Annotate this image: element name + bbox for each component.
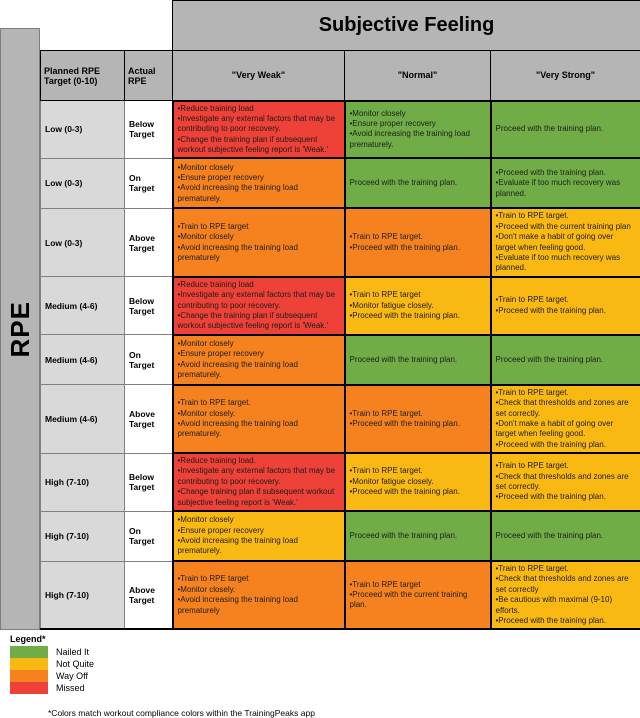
guidance-line: •Evaluate if too much recovery was planned. — [496, 178, 636, 199]
guidance-line: •Investigate any external factors that may be contributing to poor recovery. — [178, 290, 340, 311]
corner-spacer — [41, 1, 173, 51]
guidance-cell — [491, 101, 640, 159]
header-row — [41, 51, 640, 101]
legend-swatch — [10, 658, 48, 670]
guidance-cell — [491, 385, 640, 453]
guidance-line: •Proceed with the current training plan — [496, 222, 636, 232]
guidance-line: •Train to RPE target — [178, 574, 340, 584]
guidance-line: •Train to RPE target. — [178, 398, 340, 408]
guidance-line: •Avoid increasing the training load prematurely. — [178, 183, 340, 204]
guidance-cell — [491, 158, 640, 208]
guidance-line: •Monitor closely — [178, 339, 340, 349]
guidance-line: •Train to RPE target. — [496, 388, 636, 398]
rpe-axis-bar — [0, 28, 40, 630]
table-row — [41, 385, 640, 453]
legend-item — [10, 670, 640, 682]
actual-rpe-cell: Above Target — [125, 385, 173, 453]
guidance-line: •Train to RPE target — [178, 222, 340, 232]
guidance-line: •Proceed with the training plan. — [496, 306, 636, 316]
legend — [10, 634, 640, 694]
actual-rpe-cell: Below Target — [125, 277, 173, 335]
planned-rpe-cell: Low (0-3) — [41, 158, 125, 208]
table-title: Subjective Feeling — [173, 1, 640, 51]
guidance-line: •Proceed with the training plan. — [350, 419, 486, 429]
legend-title: Legend* — [10, 634, 640, 644]
table-row — [41, 277, 640, 335]
guidance-line: •Reduce training load. — [178, 456, 340, 466]
guidance-line: Proceed with the training plan. — [496, 531, 636, 541]
guidance-cell — [173, 208, 345, 276]
legend-item — [10, 682, 640, 694]
actual-rpe-cell: On Target — [125, 511, 173, 561]
guidance-cell — [173, 335, 345, 385]
planned-rpe-cell: High (7-10) — [41, 511, 125, 561]
legend-item-label: Way Off — [48, 671, 88, 681]
guidance-line: •Change the training plan if subsequent workout subjective feeling report is 'Weak.' — [178, 311, 340, 332]
title-row — [41, 1, 640, 51]
guidance-line: •Be cautious with maximal (9-10) efforts. — [496, 595, 636, 616]
guidance-line: •Avoid increasing the training load prematurely. — [350, 129, 486, 150]
table-body — [41, 101, 640, 630]
guidance-line: •Don't make a habit of going over target when feeling good. — [496, 232, 636, 253]
col-header-very-strong: "Very Strong" — [491, 51, 640, 101]
guidance-line: •Change the training plan if subsequent workout subjective feeling report is 'Weak.' — [178, 135, 340, 156]
guidance-line: •Evaluate if too much recovery was planned. — [496, 253, 636, 274]
guidance-line: •Reduce training load — [178, 104, 340, 114]
guidance-line: •Avoid increasing the training load prematurely. — [178, 360, 340, 381]
legend-item-label: Missed — [48, 683, 85, 693]
legend-item-label: Nailed It — [48, 647, 89, 657]
guidance-cell — [491, 511, 640, 561]
legend-item — [10, 658, 640, 670]
guidance-cell — [345, 101, 491, 159]
guidance-line: •Don't make a habit of going over target when feeling good. — [496, 419, 636, 440]
guidance-line: •Ensure proper recovery — [350, 119, 486, 129]
guidance-line: Proceed with the training plan. — [350, 355, 486, 365]
guidance-cell — [491, 335, 640, 385]
col-header-very-weak: "Very Weak" — [173, 51, 345, 101]
guidance-line: •Train to RPE target. — [496, 211, 636, 221]
legend-item-label: Not Quite — [48, 659, 94, 669]
guidance-line: Proceed with the training plan. — [496, 124, 636, 134]
planned-rpe-cell: Medium (4-6) — [41, 385, 125, 453]
guidance-cell — [491, 277, 640, 335]
guidance-line: •Change training plan if subsequent workout subjective feeling report is 'Weak.' — [178, 487, 340, 508]
guidance-line: •Monitor fatigue closely. — [350, 477, 486, 487]
guidance-line: •Train to RPE target. — [496, 461, 636, 471]
guidance-line: •Proceed with the training plan. — [350, 311, 486, 321]
actual-rpe-cell: Above Target — [125, 208, 173, 276]
guidance-line: •Train to RPE target. — [350, 409, 486, 419]
actual-rpe-cell: Below Target — [125, 453, 173, 511]
col-header-normal: "Normal" — [345, 51, 491, 101]
guidance-cell — [491, 561, 640, 629]
actual-rpe-cell: Below Target — [125, 101, 173, 159]
guidance-cell — [345, 511, 491, 561]
guidance-line: •Investigate any external factors that may be contributing to poor recovery. — [178, 466, 340, 487]
guidance-cell — [345, 335, 491, 385]
col-header-actual-rpe: Actual RPE — [125, 51, 173, 101]
guidance-line: •Proceed with the training plan. — [496, 616, 636, 626]
guidance-line: •Check that thresholds and zones are set correctly — [496, 574, 636, 595]
table-row — [41, 335, 640, 385]
actual-rpe-cell: On Target — [125, 335, 173, 385]
planned-rpe-cell: Low (0-3) — [41, 101, 125, 159]
planned-rpe-cell: Low (0-3) — [41, 208, 125, 276]
table-row — [41, 158, 640, 208]
guidance-cell — [173, 101, 345, 159]
guidance-cell — [491, 453, 640, 511]
table-head-rows — [41, 1, 640, 101]
guidance-cell — [345, 158, 491, 208]
guidance-line: •Ensure proper recovery — [178, 526, 340, 536]
guidance-cell — [345, 385, 491, 453]
guidance-line: •Monitor closely — [178, 163, 340, 173]
planned-rpe-cell: Medium (4-6) — [41, 277, 125, 335]
table-row — [41, 453, 640, 511]
guidance-line: •Avoid increasing the training load prematurely. — [178, 419, 340, 440]
guidance-line: •Proceed with the current training plan. — [350, 590, 486, 611]
guidance-line: •Check that thresholds and zones are set correctly. — [496, 472, 636, 493]
legend-item — [10, 646, 640, 658]
planned-rpe-cell: High (7-10) — [41, 453, 125, 511]
guidance-line: •Proceed with the training plan. — [496, 440, 636, 450]
guidance-line: •Train to RPE target. — [350, 232, 486, 242]
guidance-line: •Monitor closely — [178, 232, 340, 242]
guidance-line: •Avoid increasing the training load prematurely. — [178, 536, 340, 557]
legend-swatch — [10, 646, 48, 658]
guidance-cell — [173, 385, 345, 453]
rpe-axis-label: RPE — [5, 301, 36, 357]
guidance-line: •Proceed with the training plan. — [496, 492, 636, 502]
guidance-line: •Monitor fatigue closely. — [350, 301, 486, 311]
guidance-line: •Proceed with the training plan. — [350, 487, 486, 497]
actual-rpe-cell: On Target — [125, 158, 173, 208]
guidance-line: •Monitor closely. — [178, 409, 340, 419]
guidance-line: •Train to RPE target. — [496, 564, 636, 574]
guidance-line: •Proceed with the training plan. — [496, 168, 636, 178]
guidance-line: •Reduce training load — [178, 280, 340, 290]
guidance-cell — [173, 561, 345, 629]
guidance-line: Proceed with the training plan. — [350, 531, 486, 541]
table-row — [41, 101, 640, 159]
guidance-line: •Train to RPE target — [350, 580, 486, 590]
guidance-line: •Monitor closely — [178, 515, 340, 525]
guidance-cell — [491, 208, 640, 276]
col-header-planned-rpe: Planned RPE Target (0-10) — [41, 51, 125, 101]
guidance-cell — [173, 511, 345, 561]
planned-rpe-cell: High (7-10) — [41, 561, 125, 629]
decision-matrix — [40, 0, 640, 630]
planned-rpe-cell: Medium (4-6) — [41, 335, 125, 385]
table-row — [41, 208, 640, 276]
legend-items — [10, 646, 640, 694]
guidance-line: •Monitor closely — [350, 109, 486, 119]
guidance-cell — [345, 277, 491, 335]
guidance-line: •Ensure proper recovery — [178, 349, 340, 359]
guidance-line: •Investigate any external factors that may be contributing to poor recovery. — [178, 114, 340, 135]
guidance-line: •Avoid increasing the training load prematurely — [178, 243, 340, 264]
guidance-line: •Ensure proper recovery — [178, 173, 340, 183]
guidance-cell — [173, 453, 345, 511]
guidance-line: Proceed with the training plan. — [350, 178, 486, 188]
guidance-line: •Monitor closely. — [178, 585, 340, 595]
legend-swatch — [10, 682, 48, 694]
guidance-cell — [345, 561, 491, 629]
guidance-cell — [345, 453, 491, 511]
guidance-cell — [173, 277, 345, 335]
guidance-line: Proceed with the training plan. — [496, 355, 636, 365]
legend-swatch — [10, 670, 48, 682]
table-row — [41, 561, 640, 629]
guidance-cell — [345, 208, 491, 276]
table-row — [41, 511, 640, 561]
guidance-line: •Avoid increasing the training load prematurely — [178, 595, 340, 616]
guidance-line: •Train to RPE target — [350, 290, 486, 300]
guidance-line: •Train to RPE target. — [350, 466, 486, 476]
guidance-line: •Check that thresholds and zones are set correctly. — [496, 398, 636, 419]
guidance-cell — [173, 158, 345, 208]
guidance-line: •Train to RPE target. — [496, 295, 636, 305]
actual-rpe-cell: Above Target — [125, 561, 173, 629]
guidance-line: •Proceed with the training plan. — [350, 243, 486, 253]
footnote: *Colors match workout compliance colors within the TrainingPeaks app — [48, 708, 640, 718]
